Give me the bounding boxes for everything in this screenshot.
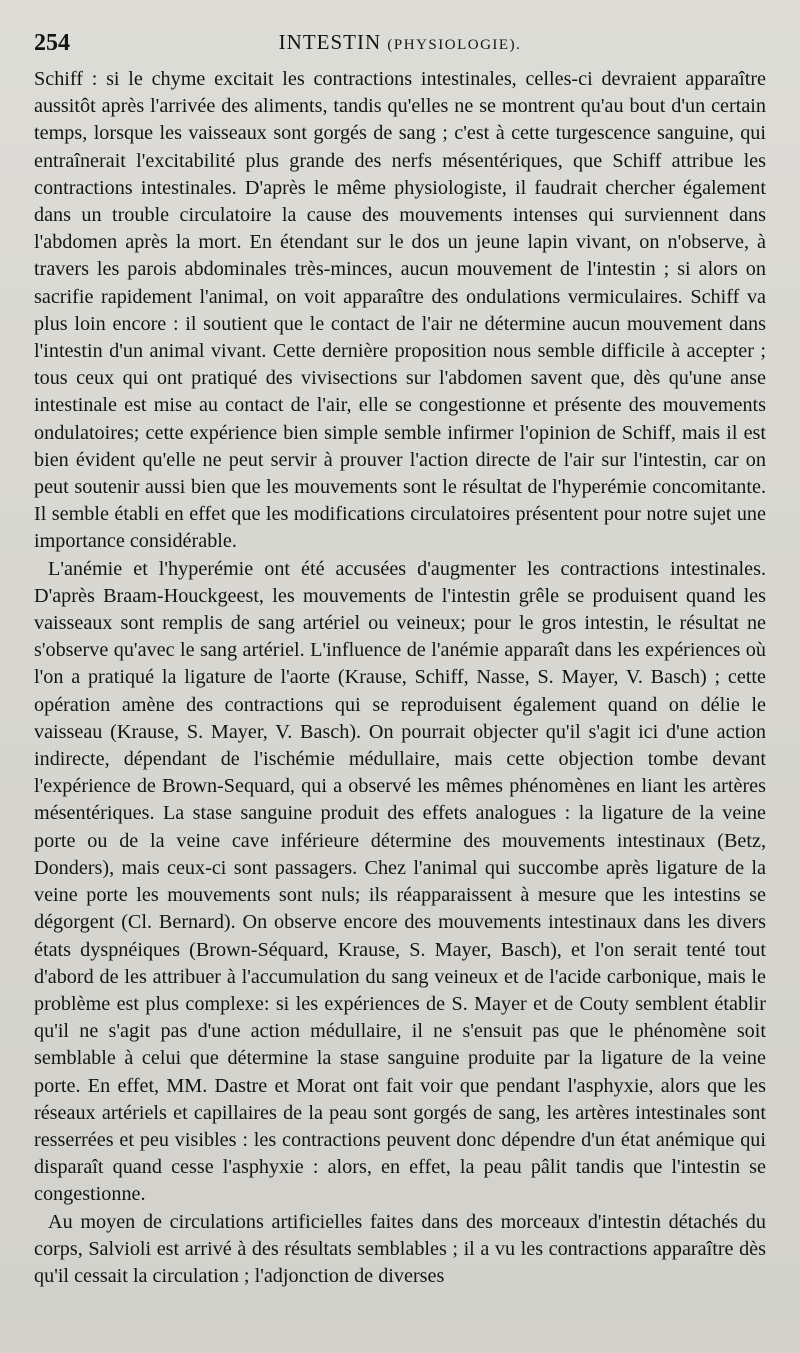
page-number: 254 (34, 30, 70, 56)
paragraph-continued: Schiff : si le chyme excitait les contractions intestinales, celles-ci devraient apparaître aussitôt après l'arrivée des aliments, tandis qu'elles ne se montrent qu'au bout d'un certain temps, lorsque les vaisseaux sont gorgés de sang ; c'est à cette turgescence sanguine, qui entraînerait l'excitabilité plus grande des nerfs mésentériques, que Schiff attribue les contractions intestinales. D'après le même physiologiste, il faudrait chercher également dans un trouble circulatoire la cause des mouvements intenses qui surviennent dans l'abdomen après la mort. En étendant sur le dos un jeune lapin vivant, on n'observe, à travers les parois abdominales très-minces, aucun mouvement de l'intestin ; si alors on sacrifie rapidement l'animal, on voit apparaître des ondulations vermiculaires. Schiff va plus loin encore : il soutient que le contact de l'air ne détermine aucun mouvement dans l'intestin d'un animal vivant. Cette dernière proposition nous semble difficile à accepter ; tous ceux qui ont pratiqué des vivisections sur l'abdomen savent que, dès qu'une anse intestinale est mise au contact de l'air, elle se congestionne et présente des mouvements ondulatoires; cette expérience bien simple semble infirmer l'opinion de Schiff, mais il est bien évident qu'elle ne peut servir à prouver l'action directe de l'air sur l'intestin, car on peut soutenir aussi bien que les mouvements sont le résultat de l'hyperémie concomitante. Il semble établi en effet que les modifications circulatoires présentent pour notre sujet une importance considérable. (34, 68, 766, 553)
page-header (34, 26, 766, 60)
running-head-subtitle: (PHYSIOLOGIE). (387, 37, 522, 53)
running-head (34, 30, 766, 55)
paragraph-anemia-hyperemia: L'anémie et l'hyperémie ont été accusées d'augmenter les contractions intestinales. D'après Braam-Houckgeest, les mouvements de l'intestin grêle se produisent quand les vaisseaux sont remplis de sang artériel ou veineux; pour le gros intestin, le résultat ne s'observe qu'avec le sang artériel. L'influence de l'anémie apparaît dans les expériences où l'on a pratiqué la ligature de l'aorte (Krause, Schiff, Nasse, S. Mayer, V. Basch) ; cette opération amène des contractions qui se reproduisent également quand on délie le vaisseau (Krause, S. Mayer, V. Basch). On pourrait objecter qu'il s'agit ici d'une action indirecte, dépendant de l'ischémie médullaire, mais cette objection tombe devant l'expérience de Brown-Sequard, qui a observé les mêmes phénomènes en liant les artères mésentériques. La stase sanguine produit des effets analogues : la ligature de la veine porte ou de la veine cave inférieure détermine des mouvements intestinaux (Betz, Donders), mais ceux-ci sont passagers. Chez l'animal qui succombe après ligature de la veine porte les mouvements sont nuls; ils réapparaissent à mesure que les intestins se dégorgent (Cl. Bernard). On observe encore des mouvements intestinaux dans les divers états dyspnéiques (Brown-Séquard, Krause, S. Mayer, Basch), et l'on serait tenté tout d'abord de les attribuer à l'accumulation du sang veineux et de l'acide carbonique, mais le problème est plus complexe: si les expériences de S. Mayer et de Couty semblent établir qu'il ne s'agit pas d'une action médullaire, il ne s'ensuit pas que le phénomène soit semblable à celui que détermine la stase sanguine produite par la ligature de la veine porte. En effet, MM. Dastre et Morat ont fait voir que pendant l'asphyxie, alors que les réseaux artériels et capillaires de la peau sont gorgés de sang, les artères intestinales sont resserrées et peu visibles : les contractions peuvent donc dépendre d'un état anémique qui disparaît quand cesse l'asphyxie : alors, en effet, la peau pâlit tandis que l'intestin se congestionne. (34, 557, 766, 1206)
running-head-title: INTESTIN (278, 30, 382, 54)
paragraph-artificial-circulation: Au moyen de circulations artificielles faites dans des morceaux d'intestin détachés du corps, Salvioli est arrivé à des résultats semblables ; il a vu les contractions apparaître dès qu'il cessait la circulation ; l'adjonction de diverses (34, 1210, 766, 1287)
body-text (34, 66, 766, 1290)
